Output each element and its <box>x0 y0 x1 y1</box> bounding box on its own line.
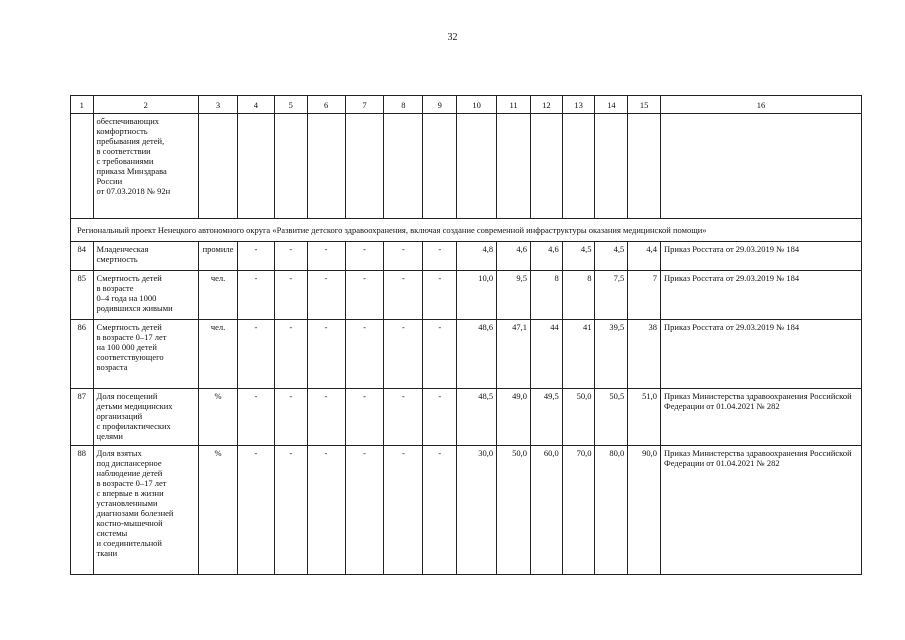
value-cell: 10,0 <box>457 271 497 320</box>
column-header: 5 <box>274 96 307 114</box>
column-header: 11 <box>497 96 531 114</box>
empty-value: - <box>423 320 457 389</box>
indicator-name: Смертность детей в возрасте 0–17 лет на 100 000 детей соответствующего возраста <box>93 320 199 389</box>
value-cell: 44 <box>530 320 562 389</box>
unit: чел. <box>199 271 238 320</box>
value-cell: 48,5 <box>457 389 497 446</box>
empty-value: - <box>384 389 423 446</box>
empty-value: - <box>384 242 423 271</box>
empty-value: - <box>423 271 457 320</box>
empty-value: - <box>307 320 345 389</box>
indicator-name: Младенческая смертность <box>93 242 199 271</box>
value-cell: 38 <box>628 320 661 389</box>
row-number: 88 <box>71 446 94 575</box>
column-header: 10 <box>457 96 497 114</box>
indicator-name: Смертность детей в возрасте 0–4 года на 1000 родившихся живыми <box>93 271 199 320</box>
value-cell: 39,5 <box>595 320 628 389</box>
value-cell: 41 <box>562 320 595 389</box>
table-row <box>71 320 862 389</box>
value-cell: 4,6 <box>497 242 531 271</box>
column-header: 9 <box>423 96 457 114</box>
indicator-name: Доля посещений детьми медицинских организаций с профилактических целями <box>93 389 199 446</box>
empty-value: - <box>384 446 423 575</box>
column-header: 14 <box>595 96 628 114</box>
value-cell: 50,0 <box>562 389 595 446</box>
value-cell: 4,6 <box>530 242 562 271</box>
value-cell: 4,8 <box>457 242 497 271</box>
table-row <box>71 242 862 271</box>
column-header: 4 <box>237 96 274 114</box>
value-cell: 9,5 <box>497 271 531 320</box>
source-document: Приказ Министерства здравоохранения Российской Федерации от 01.04.2021 № 282 <box>661 446 862 575</box>
empty-value: - <box>274 446 307 575</box>
section-row <box>71 219 862 242</box>
source-document: Приказ Росстата от 29.03.2019 № 184 <box>661 242 862 271</box>
continuation-row <box>71 114 862 219</box>
empty-value: - <box>307 389 345 446</box>
page-number: 32 <box>447 32 458 43</box>
indicator-name: Доля взятых под диспансерное наблюдение детей в возрасте 0–17 лет с впервые в жизни установленными диагнозами болезней костно-мышечной системы и соединительной ткани <box>93 446 199 575</box>
column-header: 2 <box>93 96 199 114</box>
empty-value: - <box>423 242 457 271</box>
section-title: Региональный проект Ненецкого автономного округа «Развитие детского здравоохранения, включая создание современной инфраструктуры оказания медицинской помощи» <box>71 219 862 242</box>
value-cell: 90,0 <box>628 446 661 575</box>
row-number: 86 <box>71 320 94 389</box>
empty-value: - <box>307 242 345 271</box>
column-header: 16 <box>661 96 862 114</box>
row-number: 85 <box>71 271 94 320</box>
column-header: 6 <box>307 96 345 114</box>
column-header: 12 <box>530 96 562 114</box>
source-document: Приказ Министерства здравоохранения Российской Федерации от 01.04.2021 № 282 <box>661 389 862 446</box>
value-cell: 7,5 <box>595 271 628 320</box>
value-cell: 8 <box>530 271 562 320</box>
empty-value: - <box>274 242 307 271</box>
unit: чел. <box>199 320 238 389</box>
empty-value: - <box>307 446 345 575</box>
table-row <box>71 446 862 575</box>
empty-value: - <box>423 446 457 575</box>
value-cell: 80,0 <box>595 446 628 575</box>
value-cell: 47,1 <box>497 320 531 389</box>
source-document: Приказ Росстата от 29.03.2019 № 184 <box>661 320 862 389</box>
empty-value: - <box>274 320 307 389</box>
value-cell: 49,5 <box>530 389 562 446</box>
indicators-table <box>70 95 862 575</box>
empty-value: - <box>237 389 274 446</box>
empty-value: - <box>237 242 274 271</box>
empty-value: - <box>423 389 457 446</box>
unit: промиле <box>199 242 238 271</box>
empty-value: - <box>384 320 423 389</box>
table-row <box>71 271 862 320</box>
value-cell: 49,0 <box>497 389 531 446</box>
empty-value: - <box>345 320 384 389</box>
row-number: 84 <box>71 242 94 271</box>
unit: % <box>199 446 238 575</box>
continuation-text: обеспечивающих комфортность пребывания детей, в соответствии с требованиями приказа Минздрава России от 07.03.2018 № 92н <box>93 114 199 219</box>
column-header: 1 <box>71 96 94 114</box>
column-number-header <box>71 96 862 114</box>
table-row <box>71 389 862 446</box>
value-cell: 70,0 <box>562 446 595 575</box>
value-cell: 50,0 <box>497 446 531 575</box>
empty-value: - <box>237 446 274 575</box>
empty-value: - <box>384 271 423 320</box>
value-cell: 4,5 <box>562 242 595 271</box>
value-cell: 4,5 <box>595 242 628 271</box>
row-number: 87 <box>71 389 94 446</box>
unit: % <box>199 389 238 446</box>
empty-value: - <box>345 271 384 320</box>
value-cell: 4,4 <box>628 242 661 271</box>
source-document: Приказ Росстата от 29.03.2019 № 184 <box>661 271 862 320</box>
empty-value: - <box>237 320 274 389</box>
empty-value: - <box>345 242 384 271</box>
empty-value: - <box>237 271 274 320</box>
empty-value: - <box>274 389 307 446</box>
value-cell: 60,0 <box>530 446 562 575</box>
empty-value: - <box>274 271 307 320</box>
value-cell: 30,0 <box>457 446 497 575</box>
column-header: 13 <box>562 96 595 114</box>
column-header: 7 <box>345 96 384 114</box>
empty-value: - <box>345 446 384 575</box>
column-header: 15 <box>628 96 661 114</box>
value-cell: 8 <box>562 271 595 320</box>
value-cell: 7 <box>628 271 661 320</box>
empty-value: - <box>345 389 384 446</box>
value-cell: 48,6 <box>457 320 497 389</box>
column-header: 8 <box>384 96 423 114</box>
value-cell: 51,0 <box>628 389 661 446</box>
value-cell: 50,5 <box>595 389 628 446</box>
column-header: 3 <box>199 96 238 114</box>
empty-value: - <box>307 271 345 320</box>
